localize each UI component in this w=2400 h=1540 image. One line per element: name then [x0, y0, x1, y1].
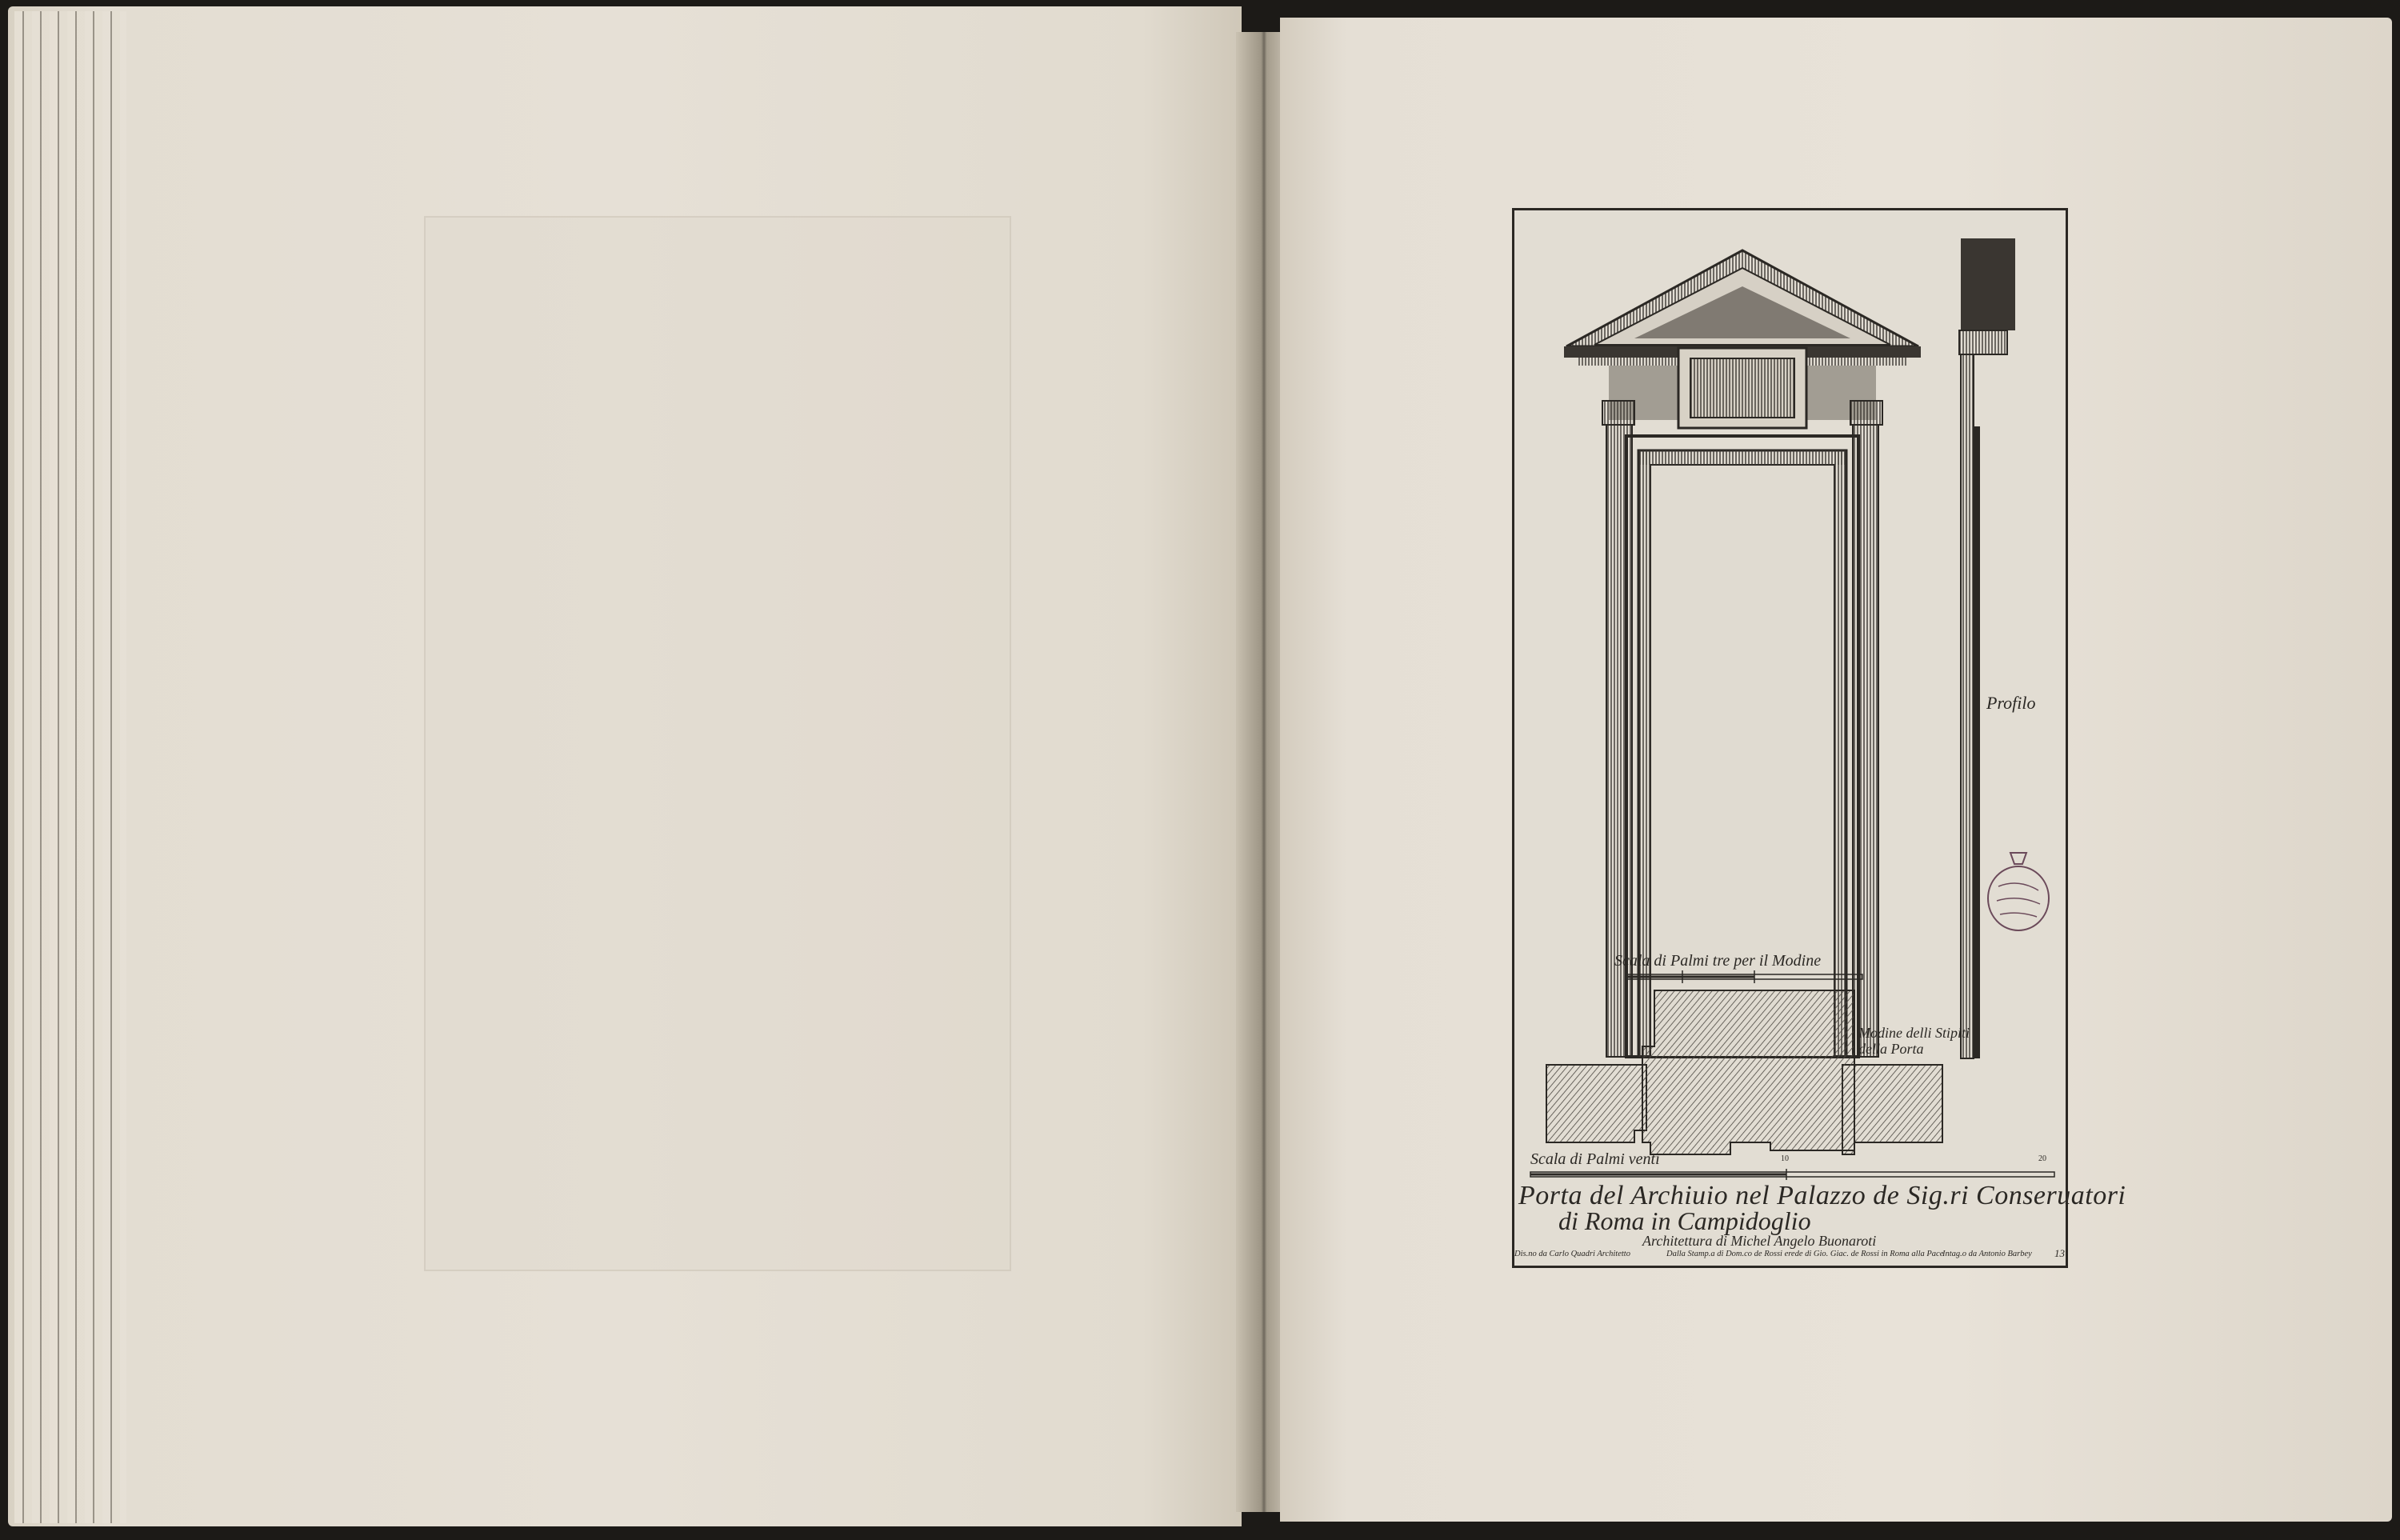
- scale-mid-number: 10: [1781, 1154, 1789, 1163]
- plate-number: 13: [2054, 1247, 2065, 1259]
- main-scale-label: Scala di Palmi venti: [1530, 1150, 1660, 1168]
- plate-subtitle: Architettura di Michel Angelo Buonaroti: [1642, 1233, 1877, 1249]
- modine-section: [1642, 990, 1854, 1154]
- library-stamp: [1982, 846, 2054, 942]
- credit-engraver: Intag.o da Antonio Barbey: [1942, 1250, 2032, 1258]
- door-elevation-drawing: [1514, 210, 2066, 1266]
- left-capital: [1602, 401, 1634, 425]
- right-outer-jamb: [1853, 425, 1878, 1057]
- show-through-plate-impression: [424, 216, 1011, 1271]
- left-plinth-section: [1546, 1065, 1646, 1142]
- stacked-page-edges: [14, 11, 126, 1523]
- modine-label: Modine delli Stipiti della Porta: [1858, 1025, 1970, 1057]
- engraved-plate: [1512, 208, 2126, 1268]
- right-capital: [1850, 401, 1882, 425]
- credit-drawn: Dis.no da Carlo Quadri Architetto: [1514, 1250, 1630, 1258]
- plate-title-line2: di Roma in Campidoglio: [1558, 1206, 1811, 1235]
- main-scale-bar: [1530, 1169, 2054, 1180]
- credit-publisher: Dalla Stamp.a di Dom.co de Rossi erede di Gio. Giac. de Rossi in Roma alla Pace: [1666, 1250, 1944, 1258]
- right-plinth-section: [1842, 1065, 1942, 1154]
- plate-title-line1: Porta del Archiuio nel Palazzo de Sig.ri Conseruatori: [1518, 1181, 2126, 1210]
- modine-scale-label: Scala di Palmi tre per il Modine: [1614, 952, 1822, 970]
- scale-end-number: 20: [2038, 1154, 2046, 1163]
- profile-label: Profilo: [1986, 693, 2036, 713]
